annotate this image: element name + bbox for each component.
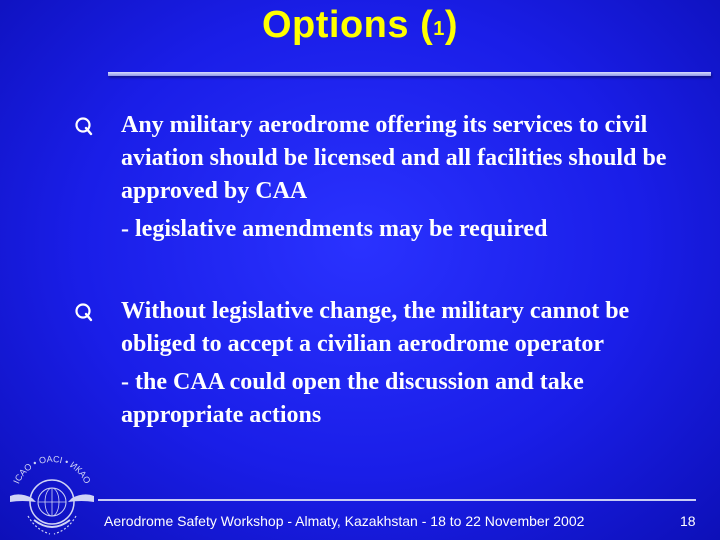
title-number: 1 bbox=[433, 18, 445, 40]
slide-title bbox=[0, 4, 720, 47]
bullet-text: Any military aerodrome offering its services to civil aviation should be licensed and all facilities should be approved by CAA bbox=[121, 112, 667, 204]
bullet-subtext: - the CAA could open the discussion and take appropriate actions bbox=[121, 369, 584, 428]
footer-text: Aerodrome Safety Workshop - Almaty, Kazakhstan - 18 to 22 November 2002 bbox=[104, 513, 585, 529]
title-close-paren: ) bbox=[444, 4, 459, 46]
title-text: Options ( bbox=[261, 4, 434, 46]
page-number: 18 bbox=[680, 513, 696, 529]
q-bullet-icon bbox=[72, 109, 96, 142]
icao-logo-icon bbox=[6, 446, 98, 540]
bullet-text: Without legislative change, the military cannot be obliged to accept a civilian aerodrome operator bbox=[121, 298, 630, 357]
q-bullet-icon bbox=[72, 295, 96, 328]
footer-divider bbox=[98, 499, 696, 501]
title-underline bbox=[108, 72, 711, 76]
bullet-item bbox=[72, 109, 692, 246]
bullet-item bbox=[72, 295, 692, 432]
logo-text: ICAO • OACI • ИКАО bbox=[11, 453, 93, 486]
bullet-subtext: - legislative amendments may be required bbox=[121, 216, 548, 242]
